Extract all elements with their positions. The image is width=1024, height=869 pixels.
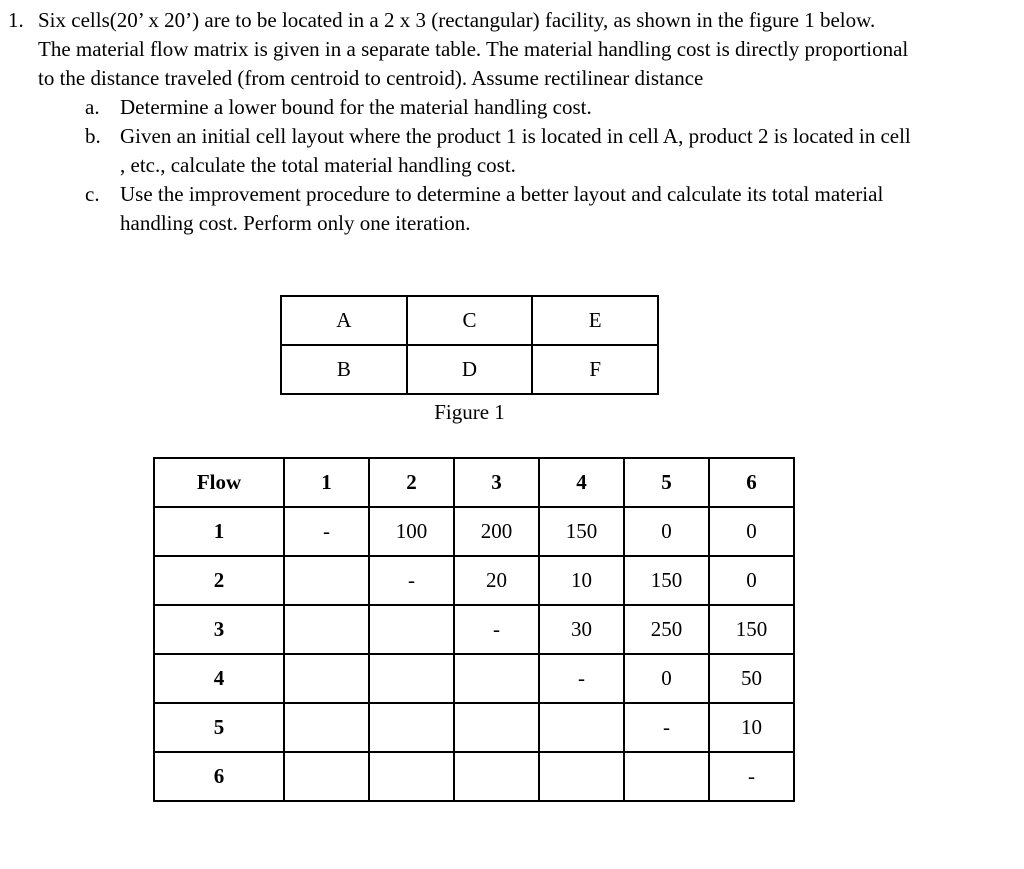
subitem-c-label: c. — [85, 182, 100, 206]
subitem-a-text: Determine a lower bound for the material handling cost. — [120, 95, 592, 119]
flow-row — [154, 703, 794, 752]
figure-caption: Figure 1 — [434, 400, 505, 424]
flow-cell — [539, 752, 624, 801]
flow-cell: 0 — [624, 507, 709, 556]
flow-cell: 100 — [369, 507, 454, 556]
flow-cell: 0 — [709, 507, 794, 556]
flow-cell: 0 — [624, 654, 709, 703]
flow-cell: 10 — [709, 703, 794, 752]
subitem-a — [85, 93, 1024, 122]
flow-cell — [369, 654, 454, 703]
flow-matrix-table — [153, 457, 795, 802]
facility-layout-table — [280, 295, 659, 395]
flow-cell: - — [369, 556, 454, 605]
flow-header-cell: 1 — [284, 458, 369, 507]
flow-cell: - — [624, 703, 709, 752]
flow-header-cell: 3 — [454, 458, 539, 507]
subitem-c — [85, 180, 1024, 238]
flow-cell: 50 — [709, 654, 794, 703]
flow-cell: 250 — [624, 605, 709, 654]
flow-cell: 150 — [539, 507, 624, 556]
flow-cell: 30 — [539, 605, 624, 654]
flow-cell — [369, 703, 454, 752]
flow-cell — [454, 752, 539, 801]
flow-cell: 0 — [709, 556, 794, 605]
flow-cell — [454, 654, 539, 703]
problem-number: 1. — [8, 8, 24, 32]
flow-header-cell: 2 — [369, 458, 454, 507]
flow-cell: 150 — [624, 556, 709, 605]
subitem-b-label: b. — [85, 124, 101, 148]
flow-row-label: 2 — [154, 556, 284, 605]
flow-cell — [369, 605, 454, 654]
facility-cell: F — [532, 345, 658, 394]
flow-header-cell: 4 — [539, 458, 624, 507]
flow-cell: 10 — [539, 556, 624, 605]
subitem-c-text: Use the improvement procedure to determine a better layout and calculate its total material handling cost. Perform only one iteration. — [120, 182, 884, 235]
flow-cell: - — [284, 507, 369, 556]
flow-row-label: 5 — [154, 703, 284, 752]
flow-cell: - — [454, 605, 539, 654]
flow-cell — [539, 703, 624, 752]
flow-row — [154, 507, 794, 556]
flow-header-cell: 6 — [709, 458, 794, 507]
flow-row — [154, 654, 794, 703]
flow-row — [154, 752, 794, 801]
subitem-b-text: Given an initial cell layout where the product 1 is located in cell A, product 2 is located in cell , etc., calculate the total material handling cost. — [120, 124, 911, 177]
subitem-b — [85, 122, 1024, 180]
flow-row-label: 6 — [154, 752, 284, 801]
flow-header-cell: Flow — [154, 458, 284, 507]
facility-cell: B — [281, 345, 407, 394]
flow-header-cell: 5 — [624, 458, 709, 507]
subitem-a-label: a. — [85, 95, 100, 119]
flow-cell: - — [709, 752, 794, 801]
flow-cell: 150 — [709, 605, 794, 654]
flow-cell — [284, 703, 369, 752]
flow-cell — [624, 752, 709, 801]
flow-cell — [284, 752, 369, 801]
flow-cell — [454, 703, 539, 752]
figure-1 — [280, 295, 659, 425]
facility-row-top — [281, 296, 658, 345]
problem-statement — [8, 6, 1024, 93]
flow-cell — [284, 556, 369, 605]
flow-header-row — [154, 458, 794, 507]
flow-cell — [284, 605, 369, 654]
flow-cell: - — [539, 654, 624, 703]
flow-row-label: 4 — [154, 654, 284, 703]
facility-cell: A — [281, 296, 407, 345]
facility-row-bottom — [281, 345, 658, 394]
flow-cell: 20 — [454, 556, 539, 605]
flow-row — [154, 605, 794, 654]
flow-matrix — [153, 457, 1024, 802]
problem-intro-text: Six cells(20’ x 20’) are to be located in a 2 x 3 (rectangular) facility, as shown in the figure 1 below. The material flow matrix is given in a separate table. The material handling cost is directly proportional to the distance traveled (from centroid to centroid). Assume rectilinear distance — [38, 8, 909, 90]
facility-cell: C — [407, 296, 533, 345]
flow-cell: 200 — [454, 507, 539, 556]
flow-cell — [369, 752, 454, 801]
problem-subitems — [85, 93, 1024, 238]
facility-cell: E — [532, 296, 658, 345]
flow-cell — [284, 654, 369, 703]
flow-row-label: 3 — [154, 605, 284, 654]
facility-cell: D — [407, 345, 533, 394]
flow-row — [154, 556, 794, 605]
flow-row-label: 1 — [154, 507, 284, 556]
